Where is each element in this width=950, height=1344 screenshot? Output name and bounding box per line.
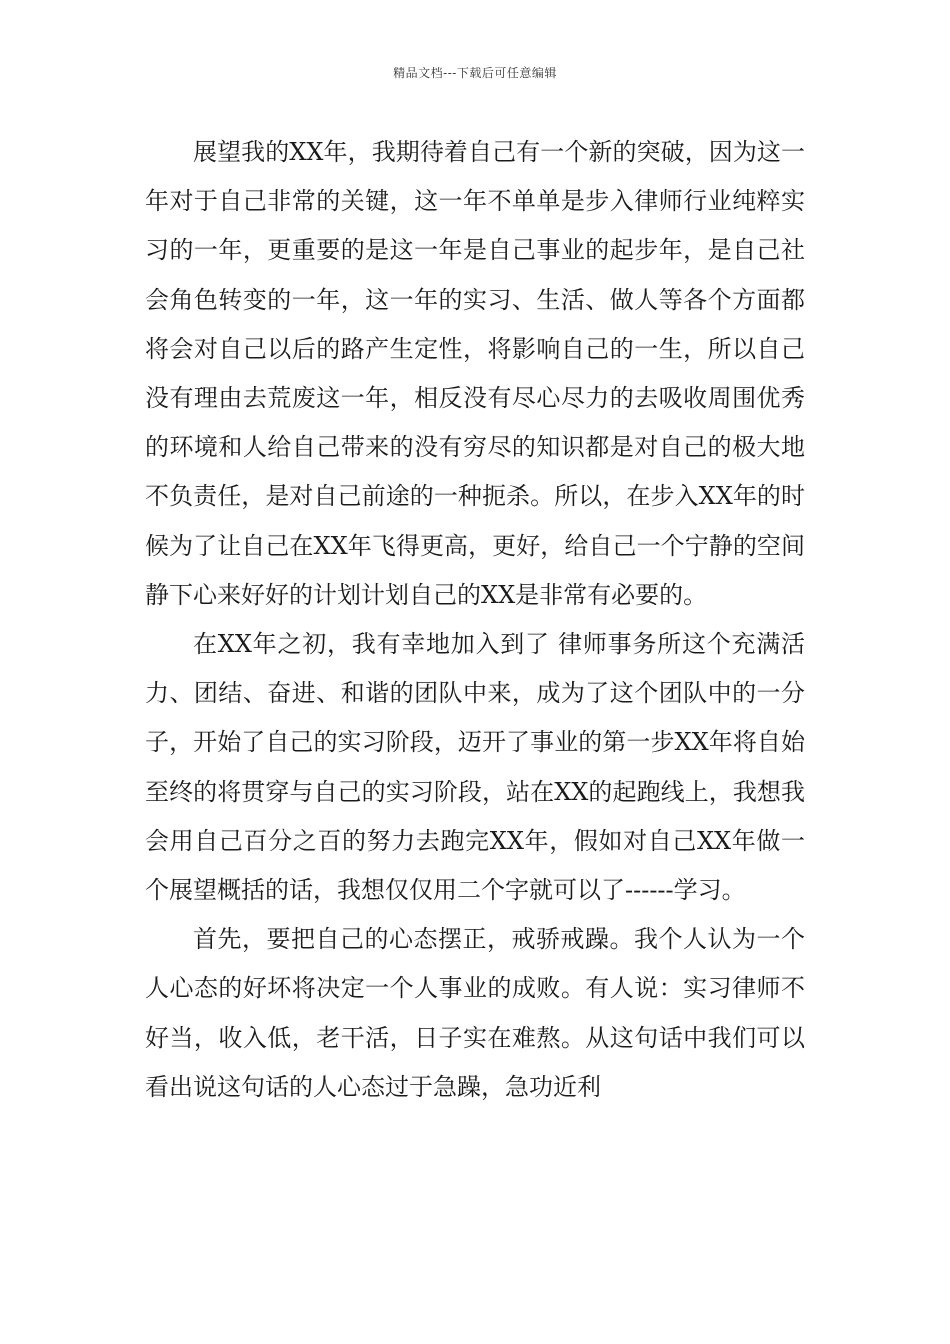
- paragraph-outlook: 展望我的XX年，我期待着自己有一个新的突破，因为这一年对于自己非常的关键，这一年不单单是步入律师行业纯粹实习的一年，更重要的是这一年是自己事业的起步年，是自己社会角色转变的一年，这一年的实习、生活、做人等各个方面都将会对自己以后的路产生定性，将影响自己的一生，所以自己没有理由去荒废这一年，相反没有尽心尽力的去吸收周围优秀的环境和人给自己带来的没有穷尽的知识都是对自己的极大地不负责任，是对自己前途的一种扼杀。所以，在步入XX年的时候为了让自己在XX年飞得更高，更好，给自己一个宁静的空间静下心来好好的计划计划自己的XX是非常有必要的。: [145, 138, 805, 609]
- paragraph-mindset: 首先，要把自己的心态摆正，戒骄戒躁。我个人认为一个人心态的好坏将决定一个人事业的成败。有人说：实习律师不好当，收入低，老干活，日子实在难熬。从这句话中我们可以看出说这句话的人心态过于急躁，急功近利: [145, 925, 805, 1101]
- document-body: [145, 128, 805, 1112]
- page-header: 精品文档---下载后可任意编辑: [393, 66, 557, 80]
- paragraph-joining-firm: 在XX年之初，我有幸地加入到了 律师事务所这个充满活力、团结、奋进、和谐的团队中来，成为了这个团队中的一分子，开始了自己的实习阶段，迈开了事业的第一步XX年将自始至终的将贯穿与自己的实习阶段，站在XX的起跑线上，我想我会用自己百分之百的努力去跑完XX年，假如对自己XX年做一个展望概括的话，我想仅仅用二个字就可以了------学习。: [145, 630, 805, 905]
